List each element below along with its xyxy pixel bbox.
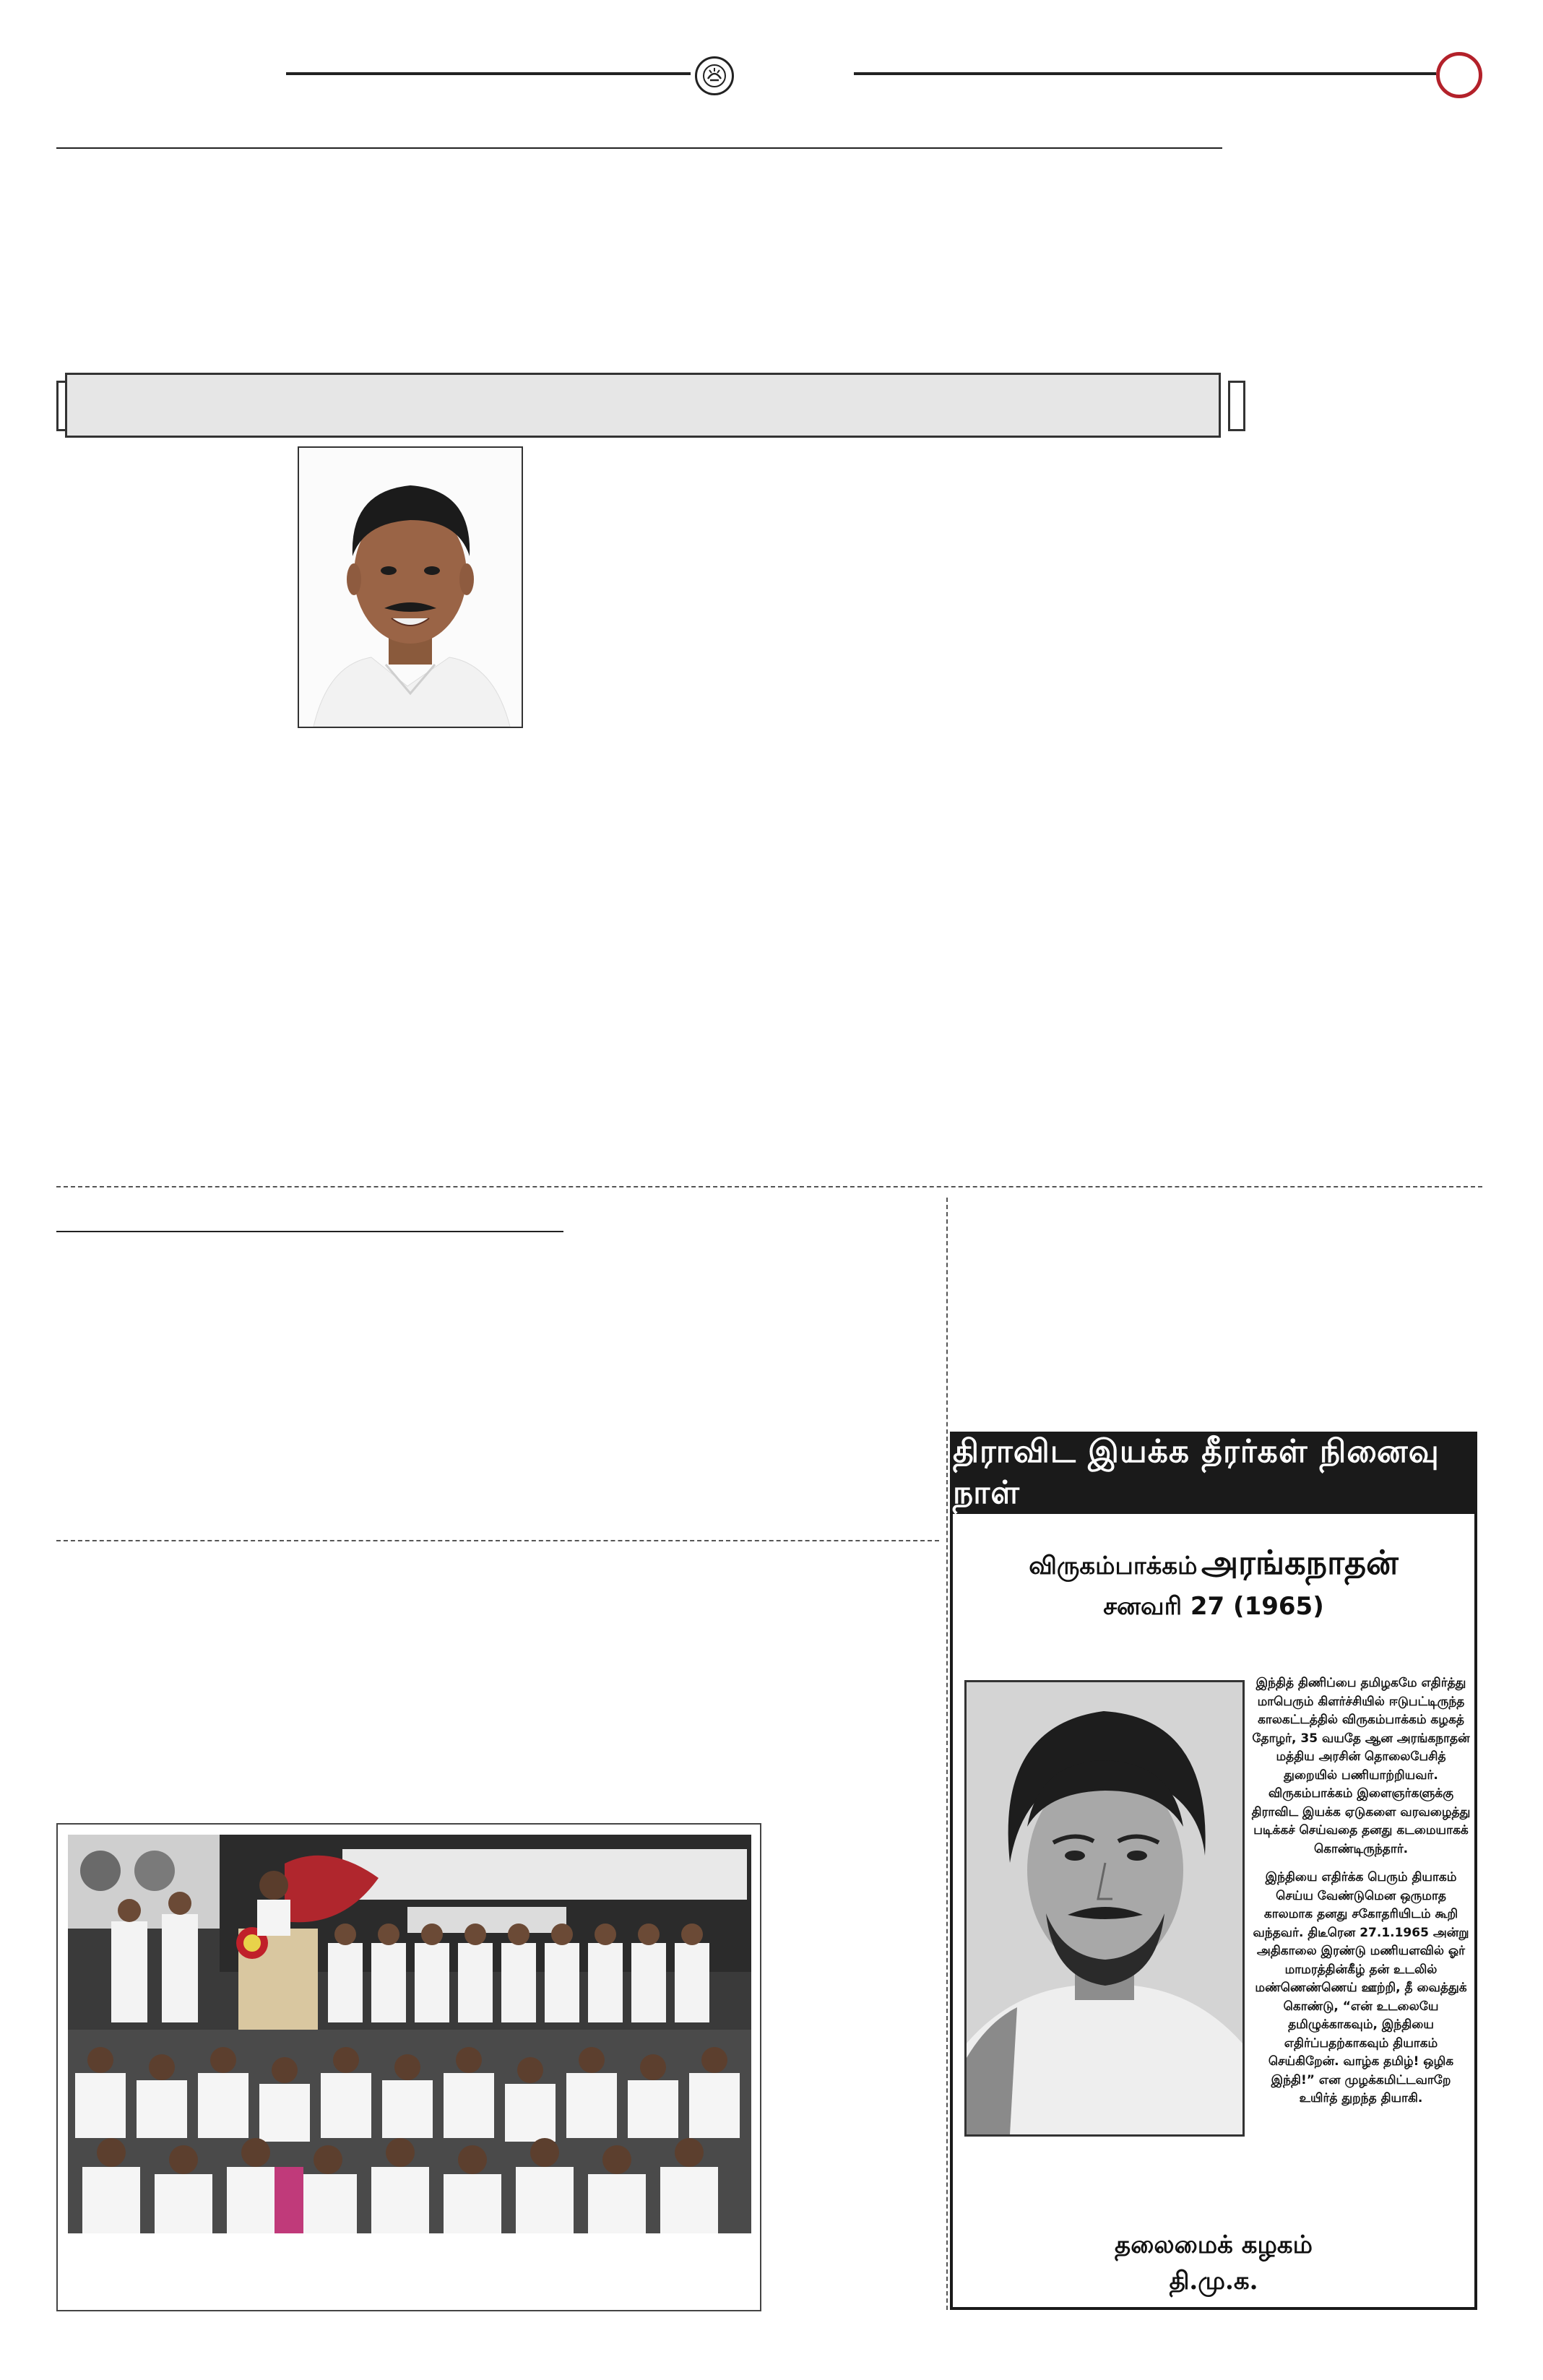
portrait-photo bbox=[298, 446, 523, 728]
memorial-date: சனவரி 27 (1965) bbox=[1103, 1592, 1324, 1621]
article-separator-dotted bbox=[56, 1540, 939, 1541]
memorial-name bbox=[953, 1543, 1474, 1587]
section-rule bbox=[56, 147, 1222, 149]
memorial-footer-org: தலைமைக் கழகம் bbox=[1115, 2230, 1313, 2259]
event-photo bbox=[68, 1835, 751, 2233]
memorial-description bbox=[1250, 1674, 1471, 2119]
article-banner bbox=[65, 373, 1221, 438]
memorial-paragraph-1: இந்தித் திணிப்பை தமிழகமே எதிர்த்து மாபெரும் கிளர்ச்சியில் ஈடுபட்டிருந்த காலகட்டத்தில் விருகம்பாக்கம் கழகத் தோழர், 35 வயதே ஆன அரங்கநாதன் மத்திய அரசின் தொலைபேசித் துறையில் பணியாற்றியவர். விருகம்பாக்கம் இளைஞர்களுக்கு திராவிட இயக்க ஏடுகளை வரவழைத்து படிக்கச் செய்வதை தனது கடமையாகக் கொண்டிருந்தார். bbox=[1251, 1676, 1471, 1856]
memorial-paragraph-2: இந்தியை எதிர்க்க பெரும் தியாகம் செய்ய வேண்டுமென ஒருமாத காலமாக தனது சகோதரியிடம் கூறி வந்தவர். திடீரென 27.1.1965 அன்று அதிகாலை இரண்டு மணியளவில் ஓர் மாமரத்தின்கீழ் தன் உடலில் மண்ணெண்ணெய் ஊற்றி, தீ வைத்துக் கொண்டு, “என் உடலையே தமிழுக்காகவும், இந்தியை எதிர்ப்பதற்காகவும் தியாகம் செய்கிறேன். வாழ்க தமிழ்! ஒழிக இந்தி!” என முழக்கமிட்டவாறே உயிர்த் துறந்த தியாகி. bbox=[1253, 1870, 1469, 2106]
rising-sun-emblem-icon bbox=[695, 56, 734, 95]
page-number-badge bbox=[1436, 52, 1482, 98]
header-rule-left bbox=[286, 72, 691, 75]
memorial-name-prefix: விருகம்பாக்கம் bbox=[1029, 1552, 1198, 1580]
banner-cap-right bbox=[1228, 381, 1245, 431]
section-separator-dotted bbox=[56, 1186, 1482, 1187]
memorial-name-main: அரங்கநாதன் bbox=[1201, 1543, 1399, 1582]
column-separator-dotted bbox=[946, 1198, 948, 2310]
memorial-title: திராவிட இயக்க தீரர்கள் நினைவு நாள் bbox=[953, 1435, 1474, 1514]
event-photo-frame bbox=[56, 1823, 761, 2311]
column-title-rule bbox=[56, 1231, 563, 1232]
header-rule-right bbox=[854, 72, 1436, 75]
memorial-footer-party: தி.மு.க. bbox=[1169, 2267, 1258, 2295]
memorial-notice bbox=[950, 1432, 1477, 2310]
memorial-portrait bbox=[964, 1680, 1245, 2137]
